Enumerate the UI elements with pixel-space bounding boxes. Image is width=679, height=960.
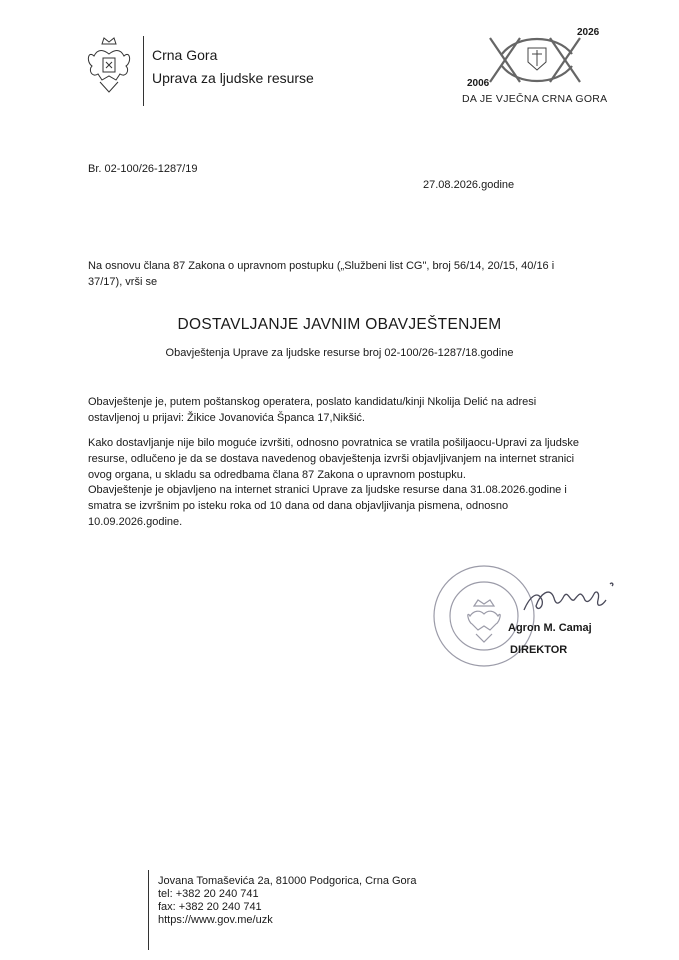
org-country: Crna Gora (152, 47, 218, 63)
paragraph-delivery-failed: Kako dostavljanje nije bilo moguće izvršiti, odnosno povratnica se vratila pošiljaocu-Upravi za ljudske resurse, odlučeno je da se dostava navedenog obavještenja izvrši objavljivanjem na internet stranici ovog organa, u skladu sa odredbama člana 87 Zakona o upravnom postupku. (88, 437, 579, 481)
paragraph-publication: Obavještenje je objavljeno na internet stranici Uprave za ljudske resurse dana 31.08.2026.godine i smatra se izvršnim po isteku roka od 10 dana od dana objavljivanja pismena, odnosno 10.09.2026.godine. (88, 484, 567, 528)
logo-motto: DA JE VJEČNA CRNA GORA (462, 93, 608, 105)
footer-contact (158, 875, 416, 927)
footer-website-link[interactable]: https://www.gov.me/uzk (158, 914, 273, 926)
legal-basis: Na osnovu člana 87 Zakona o upravnom postupku („Službeni list CG", broj 56/14, 20/15, 40/16 i 37/17), vrši se (88, 260, 555, 288)
handwritten-signature-icon (520, 576, 620, 622)
header-divider (143, 36, 144, 106)
signer-name: Agron M. Camaj (508, 622, 592, 634)
footer-fax: fax: +382 20 240 741 (158, 901, 262, 913)
document-title: DOSTAVLJANJE JAVNIM OBAVJEŠTENJEM (177, 316, 502, 333)
document-subtitle: Obavještenja Uprave za ljudske resurse broj 02-100/26-1287/18.godine (165, 347, 514, 359)
footer-divider (148, 870, 149, 950)
logo-year-right: 2026 (577, 27, 600, 38)
paragraph-delivery-attempt: Obavještenje je, putem poštanskog operatera, poslato kandidatu/kinji Nkolija Delić na adresi ostavljenoj u prijavi: Žikice Jovanovića Španca 17,Nikšić. (88, 396, 537, 424)
reference-number: Br. 02-100/26-1287/19 (88, 163, 198, 175)
document-date: 27.08.2026.godine (423, 179, 515, 191)
signer-role: DIREKTOR (510, 644, 568, 656)
org-department: Uprava za ljudske resurse (152, 70, 314, 86)
footer-address: Jovana Tomaševića 2a, 81000 Podgorica, Crna Gora (158, 875, 417, 887)
logo-year-left: 2006 (467, 78, 490, 89)
footer-tel: tel: +382 20 240 741 (158, 888, 259, 900)
montenegro-coat-of-arms-icon (84, 36, 134, 94)
